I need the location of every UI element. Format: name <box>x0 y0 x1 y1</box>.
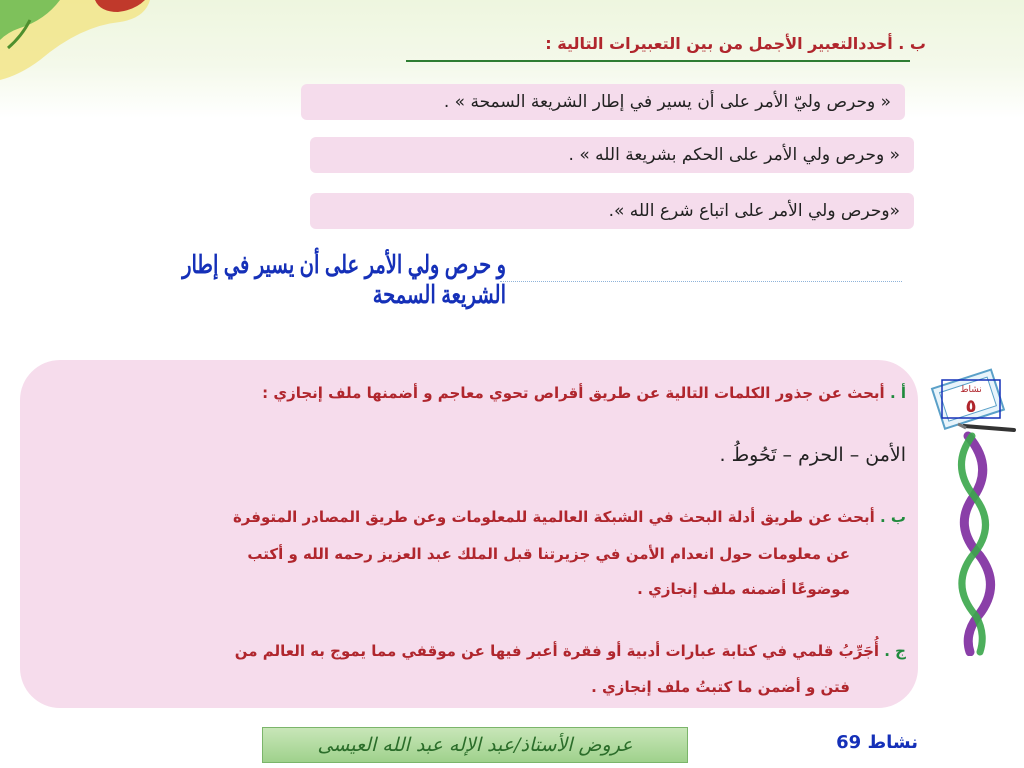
line-b-prefix: ب . <box>880 508 906 526</box>
activity-words: الأمن – الحزم – تَحُوطُ . <box>719 444 906 466</box>
line-b-text-1: أبحث عن طريق أدلة البحث في الشبكة العالمية للمعلومات وعن طريق المصادر المتوفرة <box>232 508 875 526</box>
heading-underline <box>406 60 910 62</box>
option-3[interactable]: «وحرص ولي الأمر على اتباع شرع الله ». <box>310 193 914 229</box>
answer-dotted-line <box>500 281 902 282</box>
ribbon-icon <box>961 436 990 652</box>
line-a-prefix: أ . <box>889 384 906 402</box>
activity-badge-icon <box>928 366 1020 656</box>
option-2[interactable]: « وحرص ولي الأمر على الحكم بشريعة الله » . <box>310 137 914 173</box>
line-c-prefix: ج . <box>884 642 906 660</box>
activity-line-a <box>26 384 906 402</box>
leaf-corner-icon <box>0 0 170 80</box>
badge-label: نشاط <box>960 385 982 395</box>
activity-line-b-2: عن معلومات حول انعدام الأمن في جزيرتنا قبل الملك عبد العزيز رحمه الله و أكتب <box>247 545 850 563</box>
pen-icon <box>958 424 1014 430</box>
footer-banner: عروض الأستاذ/عبد الإله عبد الله العيسى <box>262 727 688 763</box>
typed-answer[interactable]: و حرص ولي الأمر على أن يسير في إطار الشريعة السمحة <box>182 251 507 309</box>
section-b-heading: ب . أحددالتعبير الأجمل من بين التعبيرات التالية : <box>545 34 926 53</box>
activity-line-b-3: موضوعًا أضمنه ملف إنجازي . <box>637 580 850 598</box>
badge-number: ٥ <box>965 396 977 417</box>
page-label: نشاط 69 <box>836 732 918 753</box>
line-c-text-1: أُجَرِّبُ قلمي في كتابة عبارات أدبية أو فقرة أعبر فيها عن موقفي مما يموج به العالم من <box>234 642 880 660</box>
line-a-text: أبحث عن جذور الكلمات التالية عن طريق أقراص تحوي معاجم و أضمنها ملف إنجازي : <box>262 384 885 402</box>
activity-line-b-1 <box>26 508 906 526</box>
activity-line-c-2: فتن و أضمن ما كتبتُ ملف إنجازي . <box>591 678 850 696</box>
option-1[interactable]: « وحرص وليّ الأمر على أن يسير في إطار الشريعة السمحة » . <box>301 84 905 120</box>
activity-line-c-1 <box>26 642 906 660</box>
